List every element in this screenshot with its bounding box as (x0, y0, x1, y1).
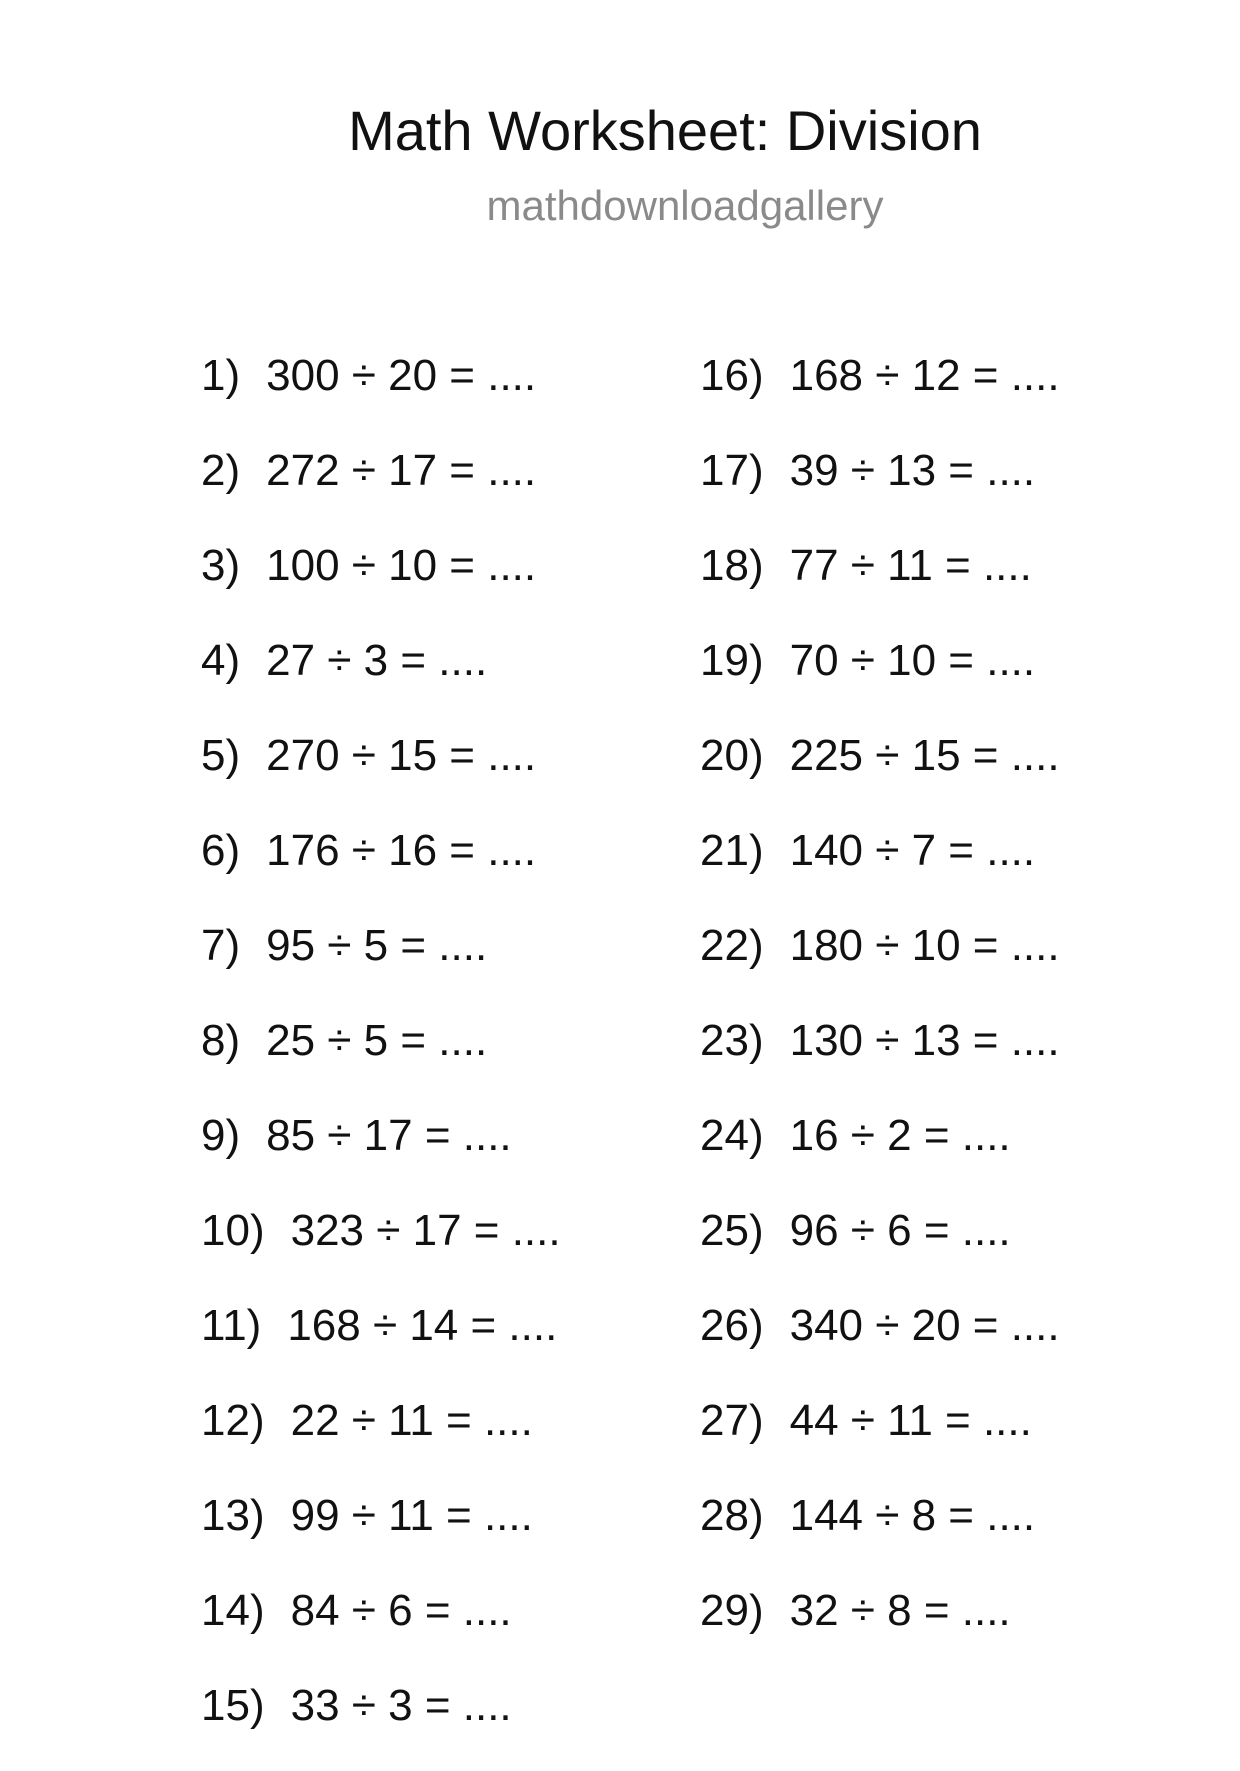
problem-number: 12) (201, 1396, 265, 1445)
problem-number: 20) (700, 731, 764, 780)
worksheet-subtitle: mathdownloadgallery (486, 182, 884, 229)
problem-expression: 180 ÷ 10 = .... (789, 921, 1060, 970)
problem-number: 1) (201, 351, 241, 400)
problem-expression: 16 ÷ 2 = .... (789, 1111, 1011, 1160)
problem-item (700, 1106, 1060, 1201)
problem-number: 11) (201, 1301, 262, 1350)
problem-number: 22) (700, 921, 764, 970)
problem-item (201, 821, 561, 916)
problem-expression: 225 ÷ 15 = .... (789, 731, 1060, 780)
problem-number: 17) (700, 446, 764, 495)
problem-column-left (201, 346, 561, 1771)
problem-number: 3) (201, 541, 241, 590)
problem-number: 14) (201, 1586, 265, 1635)
problem-number: 24) (700, 1111, 764, 1160)
problem-number: 26) (700, 1301, 764, 1350)
problem-expression: 99 ÷ 11 = .... (290, 1491, 533, 1540)
problem-expression: 70 ÷ 10 = .... (789, 636, 1036, 685)
problem-expression: 32 ÷ 8 = .... (789, 1586, 1011, 1635)
problem-number: 18) (700, 541, 764, 590)
problem-expression: 84 ÷ 6 = .... (290, 1586, 512, 1635)
problem-number: 13) (201, 1491, 265, 1540)
problem-number: 25) (700, 1206, 764, 1255)
problem-item (201, 536, 561, 631)
problem-number: 5) (201, 731, 241, 780)
problem-expression: 144 ÷ 8 = .... (789, 1491, 1036, 1540)
problem-number: 6) (201, 826, 241, 875)
problem-expression: 39 ÷ 13 = .... (789, 446, 1036, 495)
problem-expression: 77 ÷ 11 = .... (789, 541, 1032, 590)
problem-item (201, 1391, 561, 1486)
problem-item (201, 1486, 561, 1581)
problem-item (700, 1391, 1060, 1486)
problem-number: 10) (201, 1206, 265, 1255)
problem-expression: 44 ÷ 11 = .... (789, 1396, 1032, 1445)
problem-column-right (700, 346, 1060, 1676)
problem-item (700, 1581, 1060, 1676)
problem-number: 15) (201, 1681, 265, 1730)
problem-number: 7) (201, 921, 241, 970)
problem-item (201, 346, 561, 441)
problem-expression: 168 ÷ 14 = .... (287, 1301, 558, 1350)
problem-expression: 300 ÷ 20 = .... (266, 351, 537, 400)
problem-expression: 33 ÷ 3 = .... (290, 1681, 512, 1730)
problem-item (700, 1201, 1060, 1296)
problem-item (700, 1486, 1060, 1581)
problem-expression: 272 ÷ 17 = .... (266, 446, 537, 495)
problem-item (201, 916, 561, 1011)
worksheet-title: Math Worksheet: Division (348, 99, 982, 162)
problem-item (700, 441, 1060, 536)
problem-item (201, 441, 561, 536)
problem-item (201, 631, 561, 726)
problem-item (201, 1296, 561, 1391)
problem-number: 29) (700, 1586, 764, 1635)
problem-number: 2) (201, 446, 241, 495)
problem-item (700, 916, 1060, 1011)
problem-expression: 25 ÷ 5 = .... (266, 1016, 488, 1065)
problem-expression: 95 ÷ 5 = .... (266, 921, 488, 970)
problem-number: 8) (201, 1016, 241, 1065)
problem-item (201, 1201, 561, 1296)
problem-item (700, 346, 1060, 441)
problem-item (201, 1676, 561, 1771)
problem-expression: 130 ÷ 13 = .... (789, 1016, 1060, 1065)
problem-expression: 100 ÷ 10 = .... (266, 541, 537, 590)
problem-item (700, 631, 1060, 726)
problem-item (700, 536, 1060, 631)
problem-expression: 27 ÷ 3 = .... (266, 636, 488, 685)
problem-item (201, 1581, 561, 1676)
problem-expression: 176 ÷ 16 = .... (266, 826, 537, 875)
problem-number: 16) (700, 351, 764, 400)
problem-item (201, 1106, 561, 1201)
problem-item (700, 726, 1060, 821)
problem-number: 21) (700, 826, 764, 875)
problem-number: 27) (700, 1396, 764, 1445)
problem-expression: 340 ÷ 20 = .... (789, 1301, 1060, 1350)
problem-number: 28) (700, 1491, 764, 1540)
problem-expression: 85 ÷ 17 = .... (266, 1111, 512, 1160)
problem-item (201, 1011, 561, 1106)
problem-item (700, 1296, 1060, 1391)
problem-item (700, 821, 1060, 916)
problem-expression: 22 ÷ 11 = .... (290, 1396, 533, 1445)
problem-item (700, 1011, 1060, 1106)
problem-number: 4) (201, 636, 241, 685)
problem-expression: 168 ÷ 12 = .... (789, 351, 1060, 400)
problem-expression: 96 ÷ 6 = .... (789, 1206, 1011, 1255)
problem-number: 9) (201, 1111, 241, 1160)
problem-expression: 140 ÷ 7 = .... (789, 826, 1036, 875)
problem-number: 23) (700, 1016, 764, 1065)
problem-item (201, 726, 561, 821)
problem-number: 19) (700, 636, 764, 685)
problem-expression: 270 ÷ 15 = .... (266, 731, 537, 780)
problem-expression: 323 ÷ 17 = .... (290, 1206, 561, 1255)
